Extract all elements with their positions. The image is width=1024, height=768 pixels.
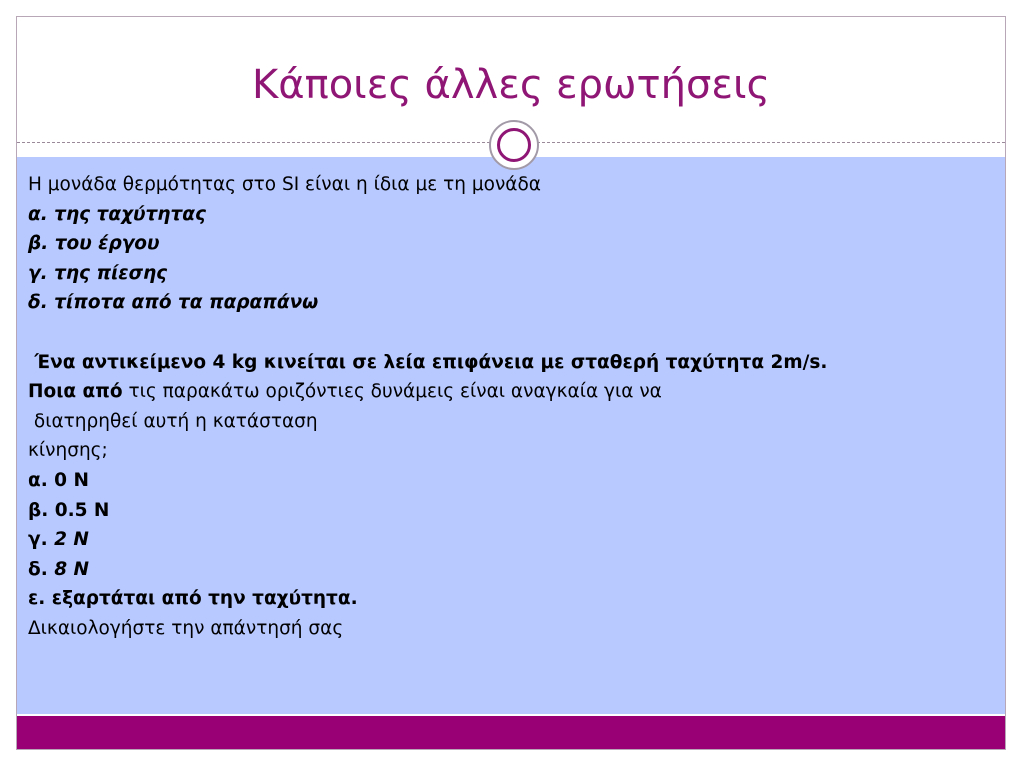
question2-line1: Ένα αντικείμενο 4 kg κινείται σε λεία επιφάνεια με σταθερή ταχύτητα 2m/s. (28, 351, 828, 373)
question2-line4: κίνησης; (28, 440, 108, 462)
question1-option-c: γ. της πίεσης (28, 262, 168, 284)
question2-option-c (28, 525, 978, 555)
question2-option-c-value: 2 N (54, 529, 89, 551)
question2-option-d-value: 8 N (54, 558, 89, 580)
question2-option-c-label: γ. (28, 529, 55, 551)
spacer-line (28, 318, 978, 348)
question2-line2-bold: Ποια από (28, 381, 123, 403)
question2-closing: Δικαιολογήστε την απάντησή σας (28, 617, 344, 639)
question2-option-e: ε. εξαρτάται από την ταχύτητα. (28, 588, 358, 610)
question2-option-a: α. 0 N (28, 469, 89, 491)
slide-title: Κάποιες άλλες ερωτήσεις (252, 62, 770, 108)
question2-line3: διατηρηθεί αυτή η κατάσταση (28, 410, 318, 432)
question1-option-a: α. της ταχύτητας (28, 203, 206, 225)
question1-prompt: Η μονάδα θερμότητας στο SI είναι η ίδια με τη μονάδα (28, 174, 542, 195)
question2-option-d-label: δ. (28, 558, 55, 580)
question1-option-b: β. του έργου (28, 233, 160, 255)
question2-option-b: β. 0.5 N (28, 499, 110, 521)
question2-line2 (28, 377, 978, 407)
bottom-band (17, 716, 1005, 750)
circle-ornament-icon (489, 120, 539, 170)
question2-option-d (28, 555, 978, 585)
question2-line2-rest: τις παρακάτω οριζόντιες δυνάμεις είναι αναγκαία για να (122, 381, 662, 403)
circle-ornament-inner (497, 128, 531, 162)
question1-option-d: δ. τίποτα από τα παραπάνω (28, 292, 319, 314)
slide-body (28, 170, 978, 644)
